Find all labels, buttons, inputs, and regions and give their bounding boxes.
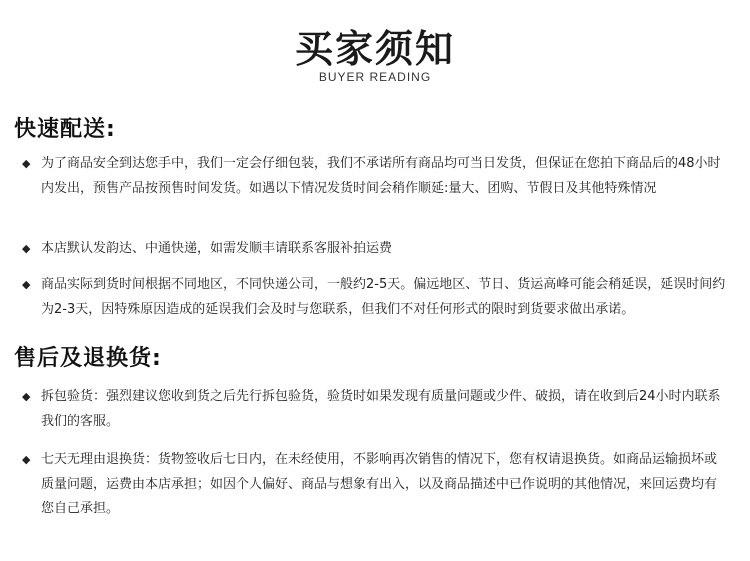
list-item-text: 拆包验货：强烈建议您收到货之后先行拆包验货，验货时如果发现有质量问题或少件、破损，请在收到后24小时内联系我们的客服。 [41,389,721,429]
diamond-bullet-icon: ◆ [22,242,31,255]
page-subtitle: BUYER READING [318,70,432,84]
diamond-bullet-icon: ◆ [22,157,31,170]
diamond-bullet-icon: ◆ [22,390,31,403]
list-item [22,152,727,201]
list-item [22,237,727,262]
list-item-text: 七天无理由退换货：货物签收后七日内，在未经使用，不影响再次销售的情况下，您有权请退换货。如商品运输损坏或质量问题，运费由本店承担；如因个人偏好、商品与想象有出入，以及商品描述中已作说明的其他情况，来回运费均有您自己承担。 [41,452,718,516]
list-item-text: 为了商品安全到达您手中，我们一定会仔细包装，我们不承诺所有商品均可当日发货，但保证在您拍下商品后的48小时内发出，预售产品按预售时间发货。如遇以下情况发货时间会稍作顺延:量大、团购、节假日及其他特殊情况 [41,156,721,196]
section-title-after-sales: 售后及退换货: [14,346,162,371]
list-item [22,448,727,522]
list-item-text: 本店默认发韵达、中通快递，如需发顺丰请联系客服补拍运费 [41,241,393,256]
list-item-text: 商品实际到货时间根据不同地区，不同快递公司，一般约2-5天。偏远地区、节日、货运高峰可能会稍延误，延误时间约为2-3天，因特殊原因造成的延误我们会及时与您联系，但我们不对任何形式的限时到货要求做出承诺。 [41,277,726,317]
list-item [22,385,727,434]
list-item [22,273,727,322]
diamond-bullet-icon: ◆ [22,278,31,291]
page-title: 买家须知 [294,27,455,71]
section-title-delivery: 快速配送: [14,117,116,142]
diamond-bullet-icon: ◆ [22,453,31,466]
